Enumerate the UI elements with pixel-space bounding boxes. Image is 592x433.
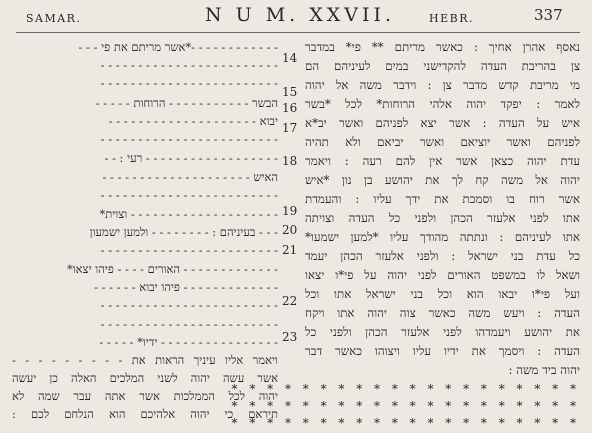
verse-number: 17 [282, 121, 298, 135]
asterisk-row: * * * * * * * * * * * * * * * * * * * * [231, 399, 580, 413]
verse-number: 14 [282, 51, 298, 65]
header-hebr-label: HEBR. [429, 12, 474, 25]
hebrew-line: כל עדת בני ישראל : ולפני אלעזר הכהן יעמד [305, 249, 580, 263]
left-line: - - - - - - - - - - - - - - - - - - - - - - - - [100, 188, 278, 202]
verse-number: 20 [282, 223, 298, 237]
header-chapter-title: N U M. XXVII. [205, 4, 396, 26]
hebrew-line: לפניהם ואשר יוציאם ואשר יביאם ולא תהיה [305, 135, 580, 149]
left-line: ויאמר אליו עיניך הראות את - - - - - - - - - [12, 353, 278, 367]
hebrew-line: מי מריבת קדש מדבר צן : וידבר משה אל יהוה [305, 78, 580, 92]
left-line: - - - - - - - - - - - - - - - - - - - - - - - - [100, 317, 278, 331]
verse-number: 15 [282, 85, 298, 99]
hebrew-line: לאמר : יפקד יהוה אלהי הרוחות* לכל *בשר [305, 97, 580, 111]
left-line: יבוא - - - - - - - - - - - - - - - - - - - - [108, 114, 278, 128]
page-number: 337 [534, 6, 563, 24]
samaritan-variants-column [12, 38, 278, 423]
left-line: - - - - - - - - - - - - - - - - - - רעי : - - [104, 151, 278, 165]
hebrew-line: עדת יהוה כצאן אשר אין להם רעה : ויאמר [305, 154, 580, 168]
hebrew-line: ושאל לו במשפט האורים לפני יהוה על פי*ו יצאו [305, 268, 580, 282]
left-line: - - - - - - - - - - - -*אשר מריתם את פי - - - [78, 40, 278, 54]
left-line: - - - - - - - - - - - - - האורים - - - - פיהו יצאו* [66, 262, 278, 276]
asterisk-row: * * * * * * * * * * * * * * * * * * * * [231, 416, 580, 430]
hebrew-line: את יהושע ויעמדהו לפני אלעזר הכהן ולפני כל [305, 325, 580, 339]
left-line: תיראם כי יהוה אלהיכם הוא הנלחם לכם : [12, 407, 278, 421]
verse-number: 23 [282, 330, 298, 344]
hebrew-line: נאסף אהרן אחיך : כאשר מריתם ** פי* במדבר [305, 40, 580, 54]
hebrew-line: העדה : ויסמך את ידיו עליו ויצוהו כאשר דבר [305, 344, 580, 358]
hebrew-line: צן בהריבת העדה להקדישני במים לעיניהם הם [305, 59, 580, 73]
header-samar-label: SAMAR. [26, 12, 82, 25]
asterisk-row: * * * * * * * * * * * * * * * * * * * * [231, 382, 580, 396]
hebrew-line: אתו לעיניהם : ונתתה מהודך עליו *למען ישמעו* [305, 230, 580, 244]
left-line: - - - - - - - - - - - - - - - - - - - - - - - - [100, 132, 278, 146]
left-line: - - - - - - - - - - - - - - - - - - - - וצוית* [99, 207, 278, 221]
hebrew-line: ועל פי*ו יבאו הוא וכל בני ישראל אתו וכל [305, 287, 580, 301]
left-line: - - - - - - - - - - - - - - - - ידיו* - - - - - [99, 335, 278, 349]
verse-number-column [282, 38, 302, 423]
left-line: הבשר - - - - - - - - - - - הרוחות - - - - - [95, 96, 278, 110]
header-rule [16, 32, 580, 33]
left-line: יהוה לכל הממלכות אשר אתה עבר שמה לא [12, 389, 278, 403]
hebrew-line: אתו לפני אלעזר הכהן ולפני כל העדה וצויתה [305, 211, 580, 225]
left-line: - - - - - - - - - - - - - פיהו יבוא - - - - - - [94, 280, 278, 294]
hebrew-line: העדה : ויעש משה כאשר צוה יהוה אתו ויקח [305, 306, 580, 320]
verse-number: 22 [282, 294, 298, 308]
verse-number: 19 [282, 204, 298, 218]
verse-number: 16 [282, 101, 298, 115]
left-line: - - - - - - - - - - - - - - - - - - - - - - - - [100, 298, 278, 312]
verse-number: 18 [282, 154, 298, 168]
hebrew-line: אשר רוח בו וסמכת את ידך עליו : והעמדת [305, 192, 580, 206]
hebrew-line: איש על העדה : אשר יצא לפניהם ואשר יב*א [305, 116, 580, 130]
left-line: - - - - - - - - - - - - - - - - - - - - - - - - [100, 76, 278, 90]
hebrew-line: יהוה ביד משה : [508, 363, 580, 377]
left-line: - - - בעיניהם : - - - - - - - - ולמען ישמעון [89, 225, 278, 239]
left-line: אשר עשה יהוה לשני המלכים האלה כן יעשה [12, 371, 278, 385]
hebrew-line: יהוה אל משה קח לך את יהושע בן נון *איש [305, 173, 580, 187]
left-line: - - - - - - - - - - - - - - - - - - - - - - - - [100, 58, 278, 72]
left-line: - - - - - - - - - - - - - - - - - - - - - - - - [100, 243, 278, 257]
verse-number: 21 [282, 243, 298, 257]
left-line: האיש - - - - - - - - - - - - - - - - - - - - [102, 170, 278, 184]
